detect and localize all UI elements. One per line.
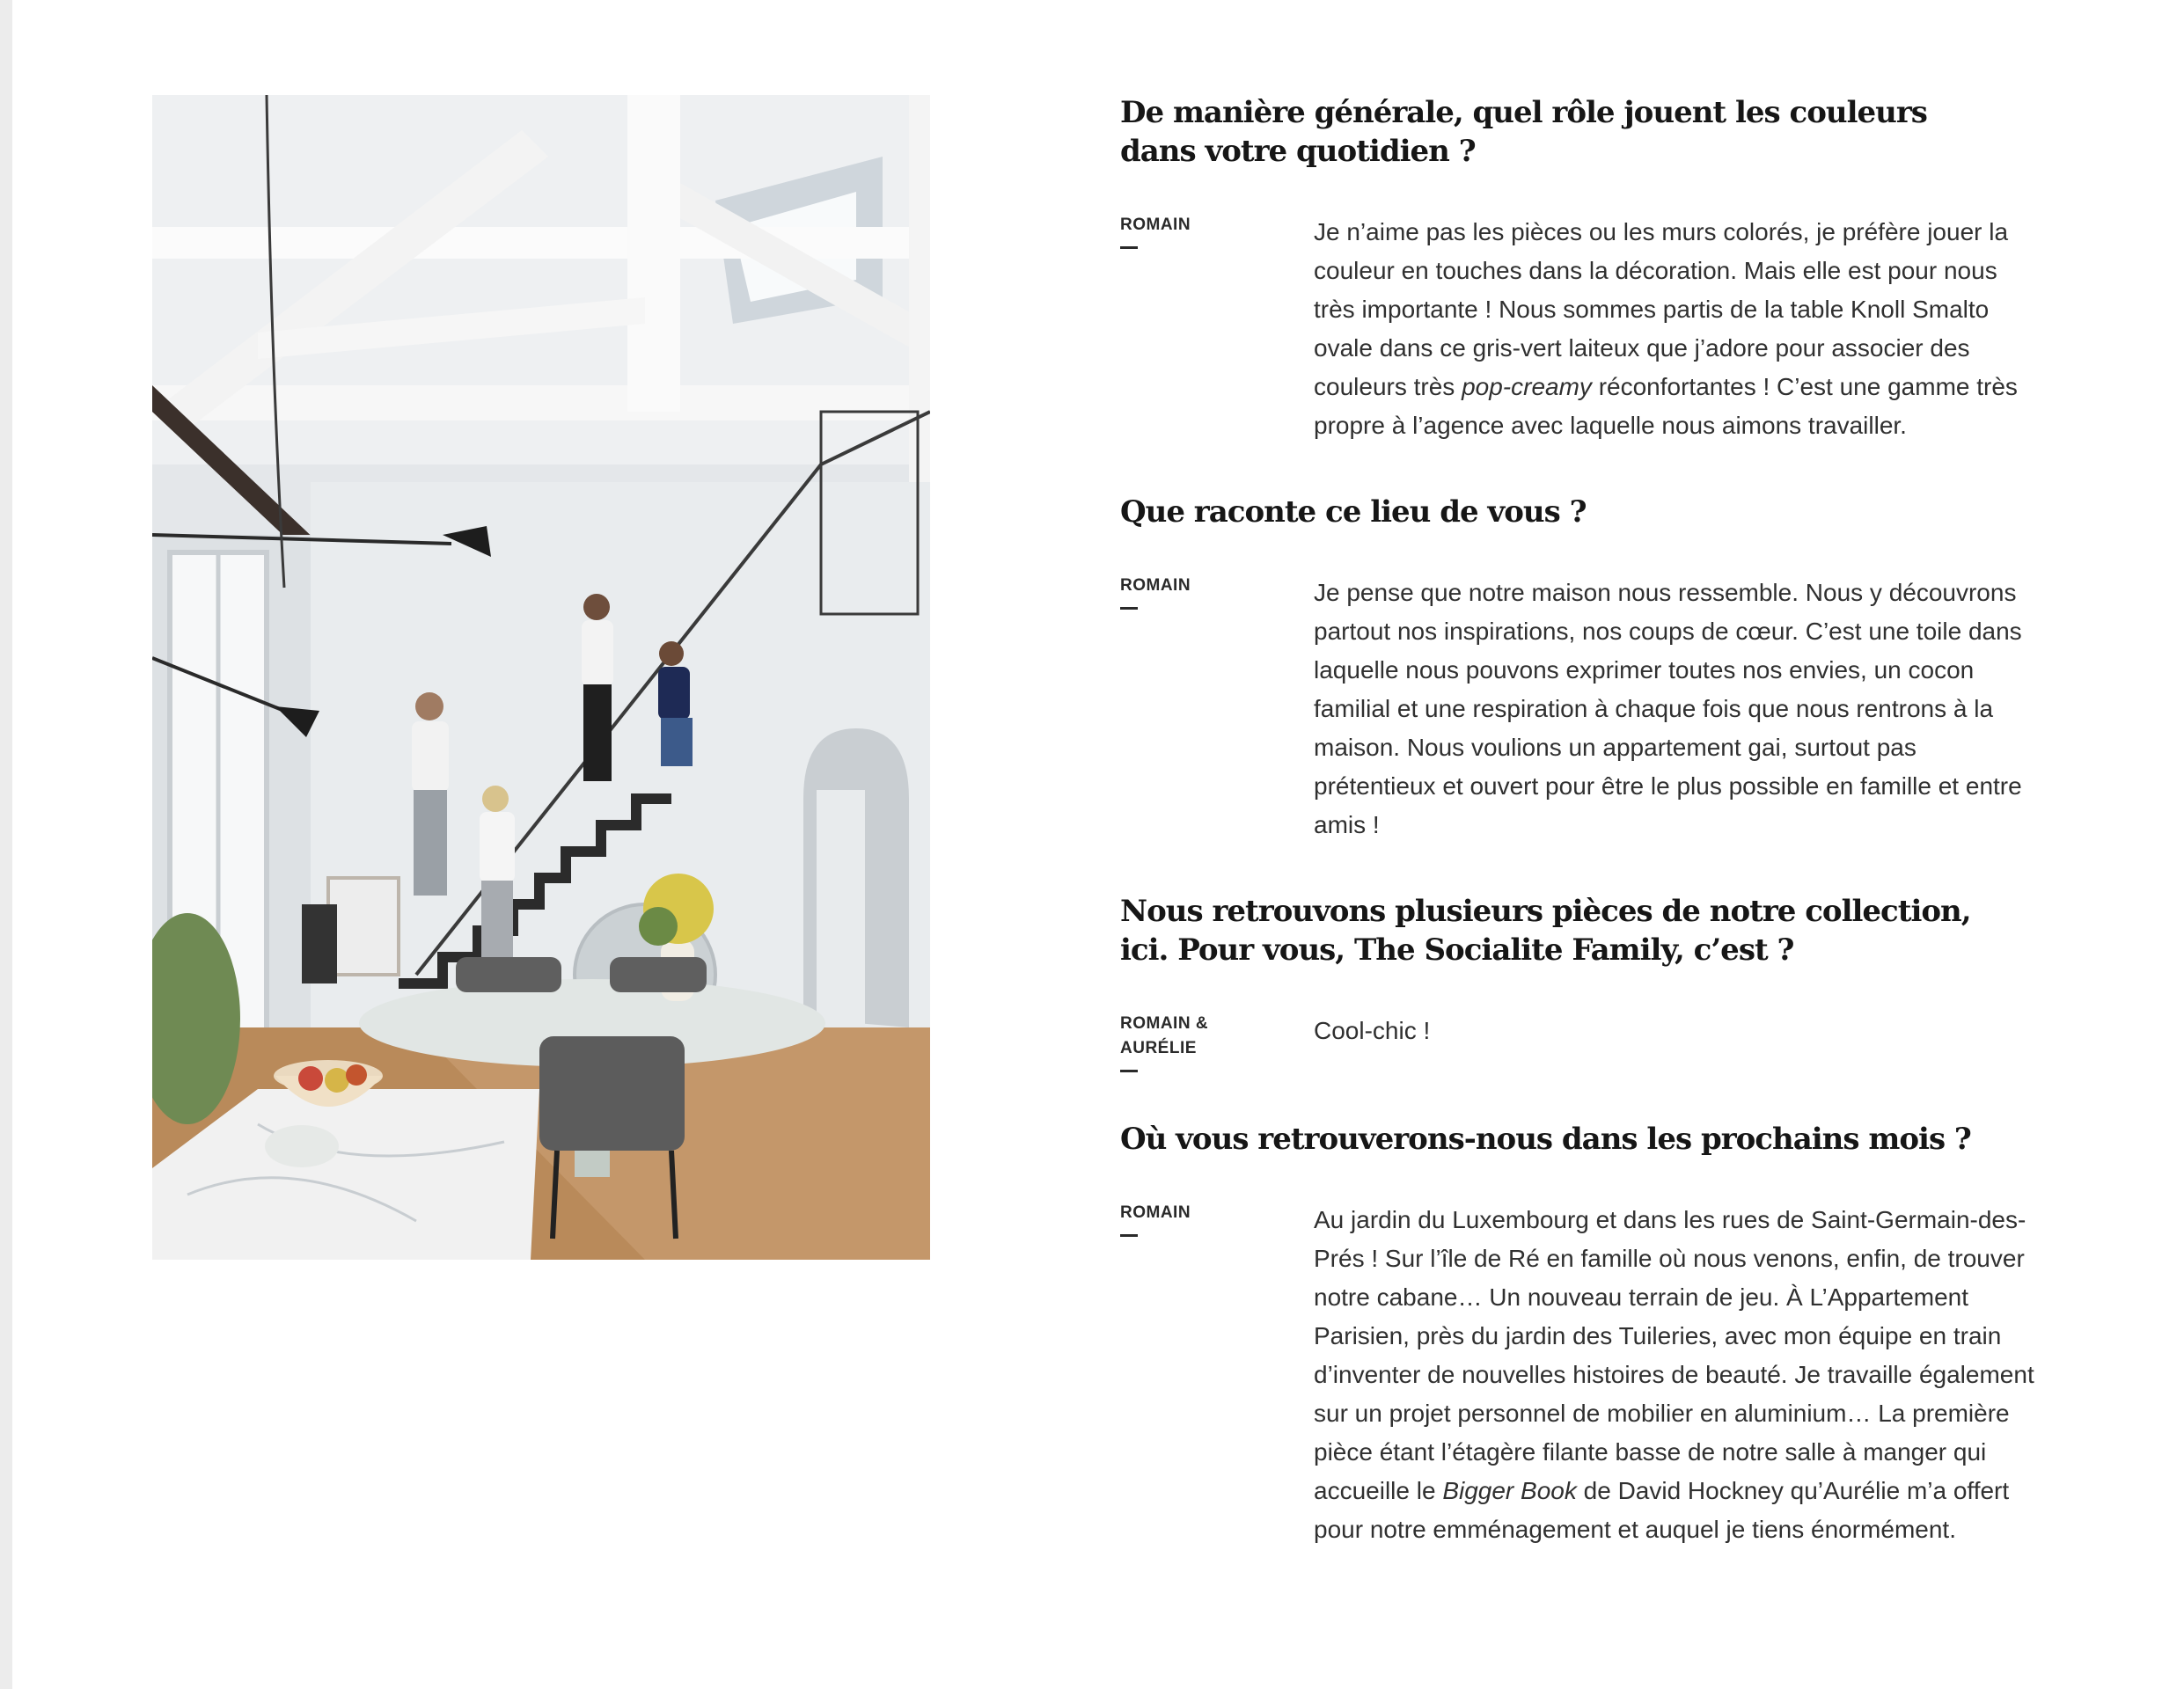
- speaker-column: [1120, 1201, 1314, 1237]
- answer-text: Cool-chic !: [1314, 1017, 1431, 1044]
- article-page: [12, 0, 2184, 1689]
- answer-text: Je n’aime pas les pièces ou les murs colorés, je préfère jouer la couleur en touches dans la décoration. Mais elle est pour nous très importante ! Nous sommes partis de la table Knoll Smalto ovale dans ce gris-vert laiteux que j’adore pour associer des couleurs très pop-creamy réconfortantes ! C’est une gamme très propre à l’agence avec laquelle nous aimons travailler.: [1314, 218, 2018, 439]
- question-heading: De manière générale, quel rôle jouent les couleurs dans votre quotidien ?: [1120, 95, 1927, 169]
- interview-section: [1120, 93, 2053, 1549]
- speaker-column: [1120, 213, 1314, 249]
- question-heading: Où vous retrouverons-nous dans les prochains mois ?: [1120, 1122, 1971, 1157]
- question-heading: Nous retrouvons plusieurs pièces de notre collection, ici. Pour vous, The Socialite Family, c’est ?: [1120, 894, 1971, 968]
- qa-block: [1120, 1120, 2053, 1549]
- interior-photo: [152, 95, 930, 1260]
- answer-row: [1120, 574, 2053, 844]
- qa-block: [1120, 93, 2053, 445]
- answer-text: Je pense que notre maison nous ressemble. Nous y découvrons partout nos inspirations, nos coups de cœur. C’est une toile dans laquelle nous pouvons exprimer toutes nos envies, un cocon familial et une respiration à chaque fois que nous rentrons à la maison. Nous voulions un appartement gai, surtout pas prétentieux et ouvert pour être le plus possible en famille et entre amis !: [1314, 579, 2022, 838]
- speaker-label: ROMAIN: [1120, 216, 1191, 234]
- question-heading: Que raconte ce lieu de vous ?: [1120, 494, 1587, 530]
- qa-block: [1120, 892, 2053, 1072]
- answer-row: [1120, 1012, 2053, 1072]
- speaker-label: ROMAIN: [1120, 576, 1191, 595]
- qa-block: [1120, 493, 2053, 844]
- speaker-label: ROMAIN & AURÉLIE: [1120, 1014, 1209, 1057]
- answer-row: [1120, 1201, 2053, 1549]
- speaker-dash: [1120, 246, 1138, 249]
- speaker-dash: [1120, 1070, 1138, 1072]
- speaker-column: [1120, 574, 1314, 610]
- answer-row: [1120, 213, 2053, 445]
- speaker-label: ROMAIN: [1120, 1203, 1191, 1222]
- speaker-dash: [1120, 1234, 1138, 1237]
- answer-text: Au jardin du Luxembourg et dans les rues de Saint-Germain-des-Prés ! Sur l’île de Ré en famille où nous venons, enfin, de trouver notre cabane… Un nouveau terrain de jeu. À L’Appartement Parisien, près du jardin des Tuileries, avec mon équipe en train d’inventer de nouvelles histoires de beauté. Je travaille également sur un projet personnel de mobilier en aluminium… La première pièce étant l’étagère filante basse de notre salle à manger qui accueille le Bigger Book de David Hockney qu’Aurélie m’a offert pour notre emménagement et auquel je tiens énormément.: [1314, 1206, 2034, 1543]
- speaker-column: [1120, 1012, 1314, 1072]
- speaker-dash: [1120, 607, 1138, 610]
